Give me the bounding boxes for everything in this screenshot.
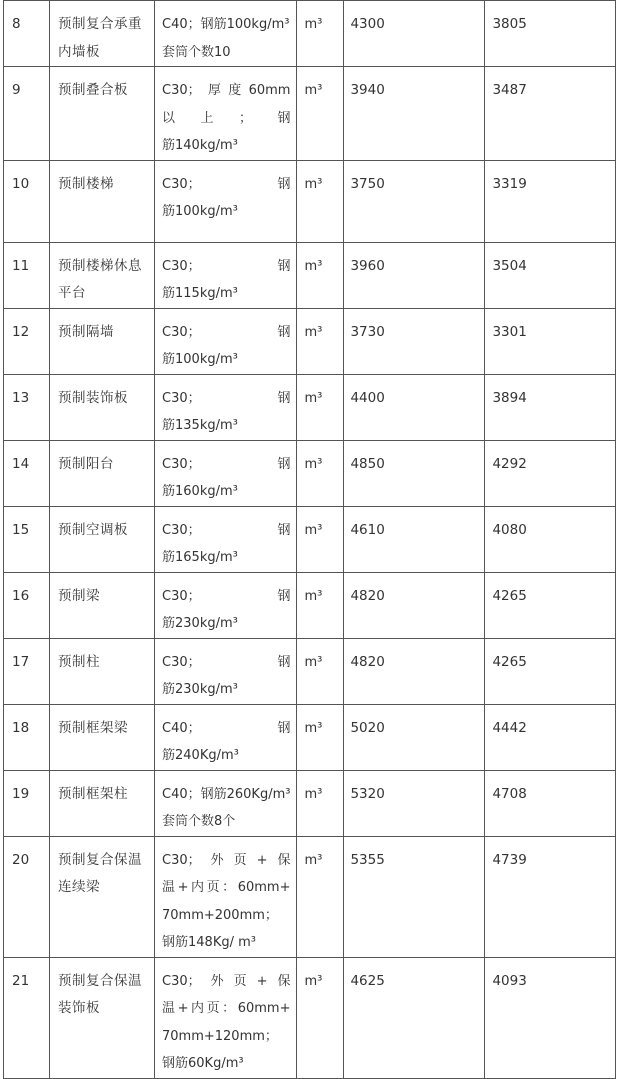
price-cell: 4820: [344, 638, 485, 704]
spec-cell: [155, 242, 297, 308]
table-row: [4, 374, 616, 440]
spec-cell: [155, 704, 297, 770]
item-name-line: 装饰板: [58, 1000, 100, 1016]
price-cell: 3730: [344, 308, 485, 374]
table-row: [4, 242, 616, 308]
spec-cell: [155, 160, 297, 242]
price-table: [3, 0, 616, 1079]
spec-line: 筋230kg/m³: [162, 616, 238, 631]
item-name-cell: [50, 506, 155, 572]
table-row: [4, 572, 616, 638]
item-name-cell: [50, 308, 155, 374]
spec-line: C40；钢筋100kg/m³: [162, 17, 290, 32]
spec-cell: [155, 836, 297, 957]
spec-line: 以上；钢: [162, 110, 291, 126]
spec-line: C30；钢: [162, 654, 291, 670]
price-cell: 5020: [344, 704, 485, 770]
spec-line: 筋100kg/m³: [162, 204, 238, 219]
price-cell: 4442: [485, 704, 616, 770]
spec-line: 温+内页：60mm+: [162, 1001, 291, 1016]
price-cell: 4625: [344, 957, 485, 1078]
spec-line: 筋135kg/m³: [162, 418, 238, 433]
spec-line: C40；钢: [162, 720, 291, 736]
price-cell: 4265: [485, 572, 616, 638]
price-cell: 4080: [485, 506, 616, 572]
price-cell: 3940: [344, 67, 485, 161]
price-cell: 4850: [344, 440, 485, 506]
row-number-cell: 15: [4, 506, 50, 572]
unit-cell: m³: [297, 638, 344, 704]
spec-line: 套筒个数10: [162, 44, 231, 60]
row-number-cell: 20: [4, 836, 50, 957]
price-table-body: [4, 1, 616, 1079]
table-row: [4, 770, 616, 836]
unit-cell: m³: [297, 704, 344, 770]
item-name-cell: [50, 704, 155, 770]
price-cell: 3301: [485, 308, 616, 374]
spec-line: 筋230kg/m³: [162, 682, 238, 697]
row-number-cell: 12: [4, 308, 50, 374]
price-cell: 4400: [344, 374, 485, 440]
unit-cell: m³: [297, 242, 344, 308]
spec-line: C40；钢筋260Kg/m³: [162, 786, 291, 802]
item-name-cell: [50, 957, 155, 1078]
price-cell: 4292: [485, 440, 616, 506]
unit-cell: m³: [297, 308, 344, 374]
unit-cell: m³: [297, 836, 344, 957]
row-number-cell: 10: [4, 160, 50, 242]
price-cell: 3319: [485, 160, 616, 242]
item-name-line: 预制阳台: [58, 455, 114, 472]
spec-line: C30；外页+保: [162, 852, 291, 868]
row-number-cell: 14: [4, 440, 50, 506]
unit-cell: m³: [297, 506, 344, 572]
item-name-line: 预制复合保温: [58, 972, 142, 989]
table-row: [4, 308, 616, 374]
item-name-cell: [50, 638, 155, 704]
price-cell: 5320: [344, 770, 485, 836]
spec-line: C30；钢: [162, 324, 291, 340]
unit-cell: m³: [297, 1, 344, 67]
spec-line: C30；厚度60mm: [162, 83, 291, 98]
table-row: [4, 638, 616, 704]
price-cell: 3960: [344, 242, 485, 308]
item-name-line: 预制复合保温: [58, 851, 142, 868]
row-number-cell: 8: [4, 1, 50, 67]
spec-line: 筋115kg/m³: [162, 286, 238, 301]
table-row: [4, 506, 616, 572]
spec-cell: [155, 572, 297, 638]
item-name-line: 连续梁: [58, 879, 100, 895]
item-name-line: 预制复合承重: [58, 16, 142, 32]
item-name-line: 预制柱: [58, 653, 100, 670]
spec-line: C30；钢: [162, 258, 291, 274]
unit-cell: m³: [297, 440, 344, 506]
price-cell: 3894: [485, 374, 616, 440]
spec-line: 套筒个数8个: [162, 814, 236, 829]
price-cell: 3805: [485, 1, 616, 67]
table-row: [4, 1, 616, 67]
spec-line: 筋160kg/m³: [162, 484, 238, 499]
spec-line: 筋165kg/m³: [162, 550, 238, 565]
price-cell: 4739: [485, 836, 616, 957]
spec-cell: [155, 308, 297, 374]
spec-cell: [155, 374, 297, 440]
item-name-line: 预制梁: [58, 587, 100, 604]
row-number-cell: 13: [4, 374, 50, 440]
spec-line: C30；钢: [162, 456, 291, 472]
spec-line: C30；钢: [162, 522, 291, 538]
price-cell: 3750: [344, 160, 485, 242]
unit-cell: m³: [297, 770, 344, 836]
spec-cell: [155, 638, 297, 704]
spec-line: 筋240Kg/m³: [162, 748, 239, 763]
unit-cell: m³: [297, 160, 344, 242]
row-number-cell: 21: [4, 957, 50, 1078]
spec-cell: [155, 1, 297, 67]
spec-cell: [155, 440, 297, 506]
item-name-cell: [50, 374, 155, 440]
unit-cell: m³: [297, 572, 344, 638]
table-row: [4, 704, 616, 770]
spec-line: C30；钢: [162, 588, 291, 604]
unit-cell: m³: [297, 374, 344, 440]
item-name-cell: [50, 836, 155, 957]
spec-line: 70mm+200mm；: [162, 907, 278, 923]
item-name-line: 内墙板: [58, 43, 100, 60]
spec-line: 筋140kg/m³: [162, 138, 238, 153]
item-name-line: 预制楼梯: [58, 175, 114, 192]
spec-line: 70mm+120mm；: [162, 1028, 278, 1044]
item-name-line: 预制装饰板: [58, 389, 128, 406]
table-row: [4, 67, 616, 161]
item-name-cell: [50, 67, 155, 161]
table-row: [4, 836, 616, 957]
row-number-cell: 18: [4, 704, 50, 770]
spec-cell: [155, 770, 297, 836]
unit-cell: m³: [297, 957, 344, 1078]
item-name-cell: [50, 770, 155, 836]
row-number-cell: 11: [4, 242, 50, 308]
price-cell: 3487: [485, 67, 616, 161]
row-number-cell: 17: [4, 638, 50, 704]
spec-line: 温+内页：60mm+: [162, 880, 291, 895]
spec-line: C30；钢: [162, 176, 291, 192]
item-name-cell: [50, 1, 155, 67]
spec-cell: [155, 67, 297, 161]
price-cell: 3504: [485, 242, 616, 308]
row-number-cell: 19: [4, 770, 50, 836]
row-number-cell: 9: [4, 67, 50, 161]
unit-cell: m³: [297, 67, 344, 161]
price-cell: 5355: [344, 836, 485, 957]
spec-line: C30；钢: [162, 390, 291, 406]
item-name-line: 预制楼梯休息: [58, 257, 142, 274]
item-name-line: 预制叠合板: [58, 82, 128, 98]
item-name-cell: [50, 572, 155, 638]
spec-cell: [155, 506, 297, 572]
price-cell: 4093: [485, 957, 616, 1078]
spec-line: 钢筋148Kg/ m³: [162, 935, 256, 950]
item-name-line: 预制框架柱: [58, 785, 128, 802]
table-row: [4, 957, 616, 1078]
item-name-line: 预制空调板: [58, 521, 128, 538]
row-number-cell: 16: [4, 572, 50, 638]
price-cell: 4820: [344, 572, 485, 638]
spec-line: 钢筋60Kg/m³: [162, 1056, 244, 1071]
item-name-line: 预制隔墙: [58, 323, 114, 340]
table-row: [4, 440, 616, 506]
spec-cell: [155, 957, 297, 1078]
spec-line: C30；外页+保: [162, 973, 291, 989]
item-name-line: 平台: [58, 285, 86, 301]
item-name-cell: [50, 160, 155, 242]
spec-line: 筋100kg/m³: [162, 352, 238, 367]
price-cell: 4708: [485, 770, 616, 836]
price-cell: 4610: [344, 506, 485, 572]
table-row: [4, 160, 616, 242]
item-name-line: 预制框架梁: [58, 719, 128, 736]
item-name-cell: [50, 440, 155, 506]
item-name-cell: [50, 242, 155, 308]
price-cell: 4265: [485, 638, 616, 704]
price-cell: 4300: [344, 1, 485, 67]
